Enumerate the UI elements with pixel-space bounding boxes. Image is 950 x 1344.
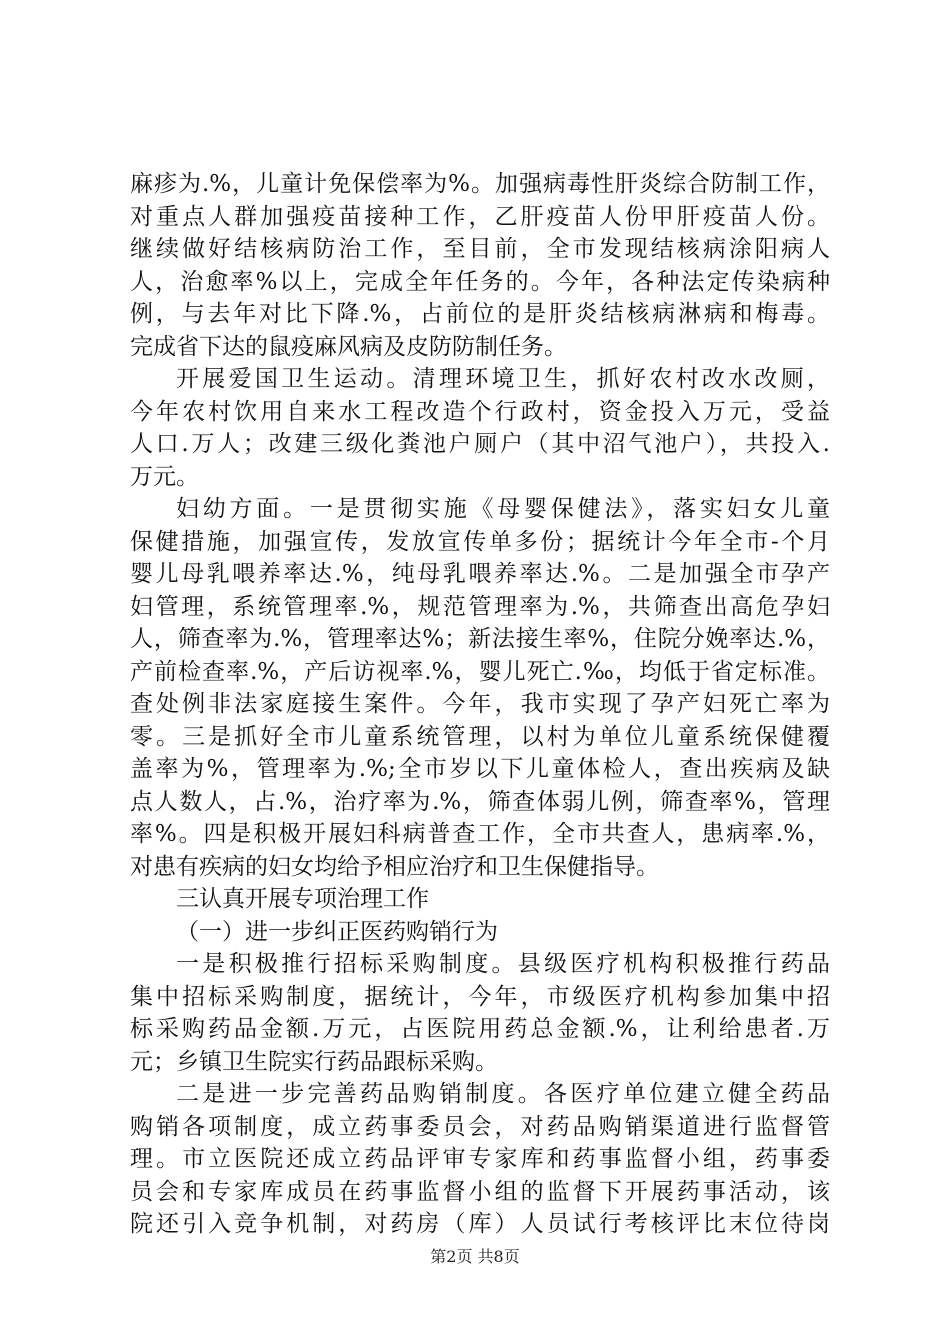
section-heading: 三认真开展专项治理工作 bbox=[176, 886, 429, 912]
paragraph-line: 保健措施，加强宣传，发放宣传单多份；据统计今年全市-个月 bbox=[130, 528, 830, 555]
paragraph-line: 元；乡镇卫生院实行药品跟标采购。 bbox=[130, 1048, 498, 1075]
subsection-heading: （一）进一步纠正医药购销行为 bbox=[176, 918, 498, 945]
paragraph-line: 集中招标采购制度，据统计，今年，市级医疗机构参加集中招 bbox=[130, 983, 830, 1010]
paragraph-line: 查处例非法家庭接生案件。今年，我市实现了孕产妇死亡率为 bbox=[130, 691, 830, 717]
paragraph-line: 购销各项制度，成立药事委员会，对药品购销渠道进行监督管 bbox=[130, 1113, 830, 1140]
paragraph-line: 今年农村饮用自来水工程改造个行政村，资金投入万元，受益 bbox=[130, 398, 830, 425]
paragraph-line: 理。市立医院还成立药品评审专家库和药事监督小组，药事委 bbox=[130, 1146, 830, 1172]
paragraph-line: 点人数人，占.%，治疗率为.%，筛查体弱儿例，筛查率%，管理 bbox=[130, 788, 830, 815]
document-body bbox=[130, 168, 830, 1241]
paragraph-line: 继续做好结核病防治工作，至目前，全市发现结核病涂阳病人 bbox=[130, 236, 830, 262]
paragraph-line: 开展爱国卫生运动。清理环境卫生，抓好农村改水改厕， bbox=[176, 366, 830, 392]
paragraph-line: 零。三是抓好全市儿童系统管理，以村为单位儿童系统保健覆 bbox=[130, 723, 830, 750]
paragraph-line: 麻疹为.%，儿童计免保偿率为%。加强病毒性肝炎综合防制工作， bbox=[130, 171, 830, 197]
paragraph-line: 产前检查率.%，产后访视率.%，婴儿死亡.‰，均低于省定标准。 bbox=[130, 658, 830, 685]
paragraph-line: 标采购药品金额.万元，占医院用药总金额.%，让利给患者.万 bbox=[130, 1016, 830, 1042]
paragraph-line: 员会和专家库成员在药事监督小组的监督下开展药事活动，该 bbox=[130, 1178, 830, 1205]
paragraph-line: 二是进一步完善药品购销制度。各医疗单位建立健全药品 bbox=[176, 1081, 830, 1107]
paragraph-line: 人，治愈率%以上，完成全年任务的。今年，各种法定传染病种 bbox=[130, 268, 830, 295]
paragraph-line: 人口.万人；改建三级化粪池户厕户（其中沼气池户），共投入. bbox=[130, 431, 830, 457]
paragraph-line: 率%。四是积极开展妇科病普查工作，全市共查人，患病率.%， bbox=[130, 821, 830, 847]
paragraph-line: 妇管理，系统管理率.%，规范管理率为.%，共筛查出高危孕妇 bbox=[130, 593, 830, 620]
paragraph-line: 盖率为%，管理率为.%;全市岁以下儿童体检人，查出疾病及缺 bbox=[130, 756, 830, 782]
paragraph-line: 婴儿母乳喂养率达.%，纯母乳喂养率达.%。二是加强全市孕产 bbox=[130, 561, 830, 587]
paragraph-line: 妇幼方面。一是贯彻实施《母婴保健法》，落实妇女儿童 bbox=[176, 496, 830, 522]
paragraph-line: 人，筛查率为.%，管理率达%；新法接生率%，住院分娩率达.%， bbox=[130, 626, 830, 652]
paragraph-line: 例，与去年对比下降.%，占前位的是肝炎结核病淋病和梅毒。 bbox=[130, 301, 830, 327]
paragraph-line: 对患有疾病的妇女均给予相应治疗和卫生保健指导。 bbox=[130, 853, 659, 880]
paragraph-line: 万元。 bbox=[130, 463, 199, 490]
paragraph-line: 一是积极推行招标采购制度。县级医疗机构积极推行药品 bbox=[176, 951, 830, 977]
paragraph-line: 完成省下达的鼠疫麻风病及皮防防制任务。 bbox=[130, 333, 567, 360]
paragraph-line: 对重点人群加强疫苗接种工作，乙肝疫苗人份甲肝疫苗人份。 bbox=[130, 203, 830, 230]
page-number-footer: 第2页 共8页 bbox=[430, 1247, 520, 1266]
paragraph-line: 院还引入竞争机制，对药房（库）人员试行考核评比末位待岗 bbox=[130, 1211, 830, 1237]
